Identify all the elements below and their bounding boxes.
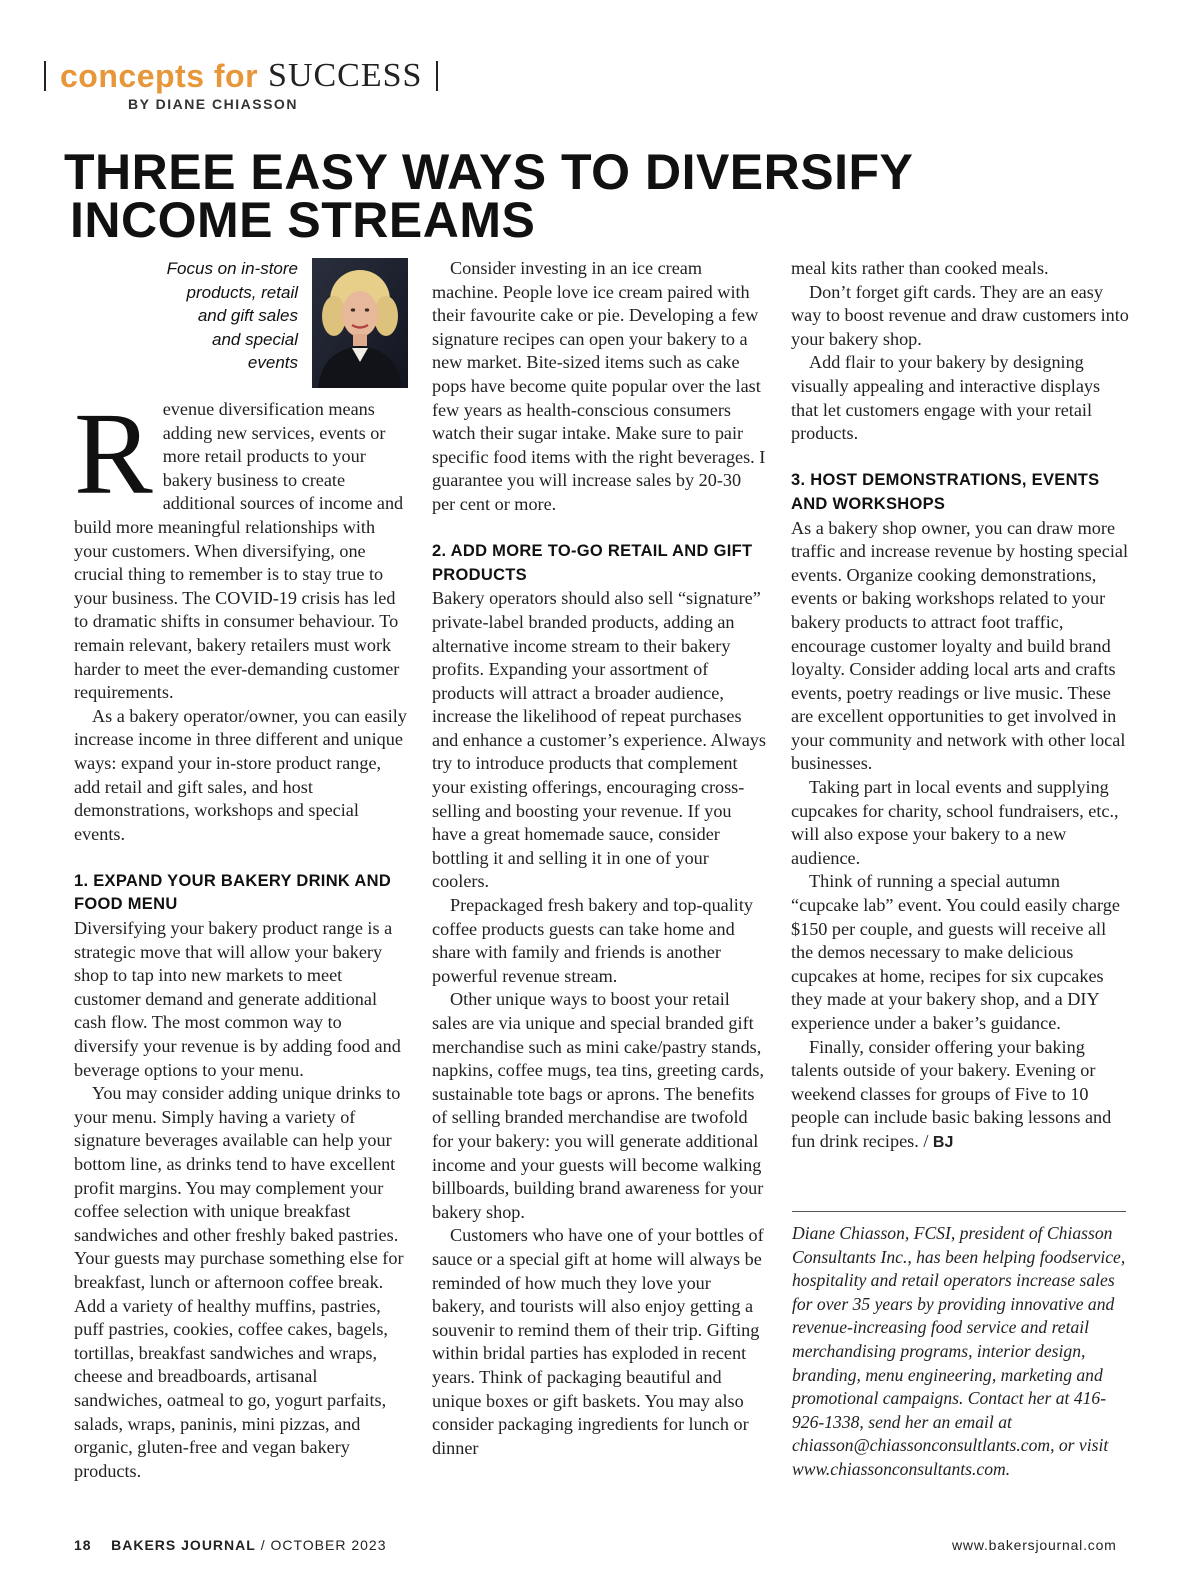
issue-date: / OCTOBER 2023 xyxy=(260,1537,387,1553)
section-spacer xyxy=(432,517,768,541)
kicker-left-rule xyxy=(44,61,46,91)
section-kicker xyxy=(44,56,438,96)
body-paragraph: Diversifying your bakery product range is a strategic move that will allow your bakery shop to tap into new markets to meet customer demand and generate additional cash flow. The most common way to diversify your revenue is by adding food and beverage options to your menu. xyxy=(74,918,401,1080)
deck-line: and special xyxy=(211,329,298,349)
headline-line-1: THREE EASY WAYS TO DIVERSIFY xyxy=(64,144,914,200)
article-deck xyxy=(130,257,298,375)
deck-line: and gift sales xyxy=(197,306,298,326)
kicker-concepts-for: concepts for xyxy=(60,57,259,94)
article-headline xyxy=(64,144,1144,248)
body-paragraph: As a bakery operator/owner, you can easily increase income in three different and unique ways: expand your in-store product range, add retail and gift sales, and host demonstrations, workshops and special events. xyxy=(74,705,407,844)
publication-name: BAKERS JOURNAL xyxy=(111,1537,256,1553)
author-portrait-icon xyxy=(312,258,408,388)
deck-line: products, retail xyxy=(186,282,298,302)
closing-paragraph xyxy=(791,1036,1129,1155)
bio-divider xyxy=(792,1211,1126,1212)
body-paragraph: You may consider adding unique drinks to your menu. Simply having a variety of signature beverages available can help your bottom line, as drinks tend to have excellent profit margins. You may complement your coffee selection with unique breakfast sandwiches and other freshly baked pastries. Your guests may purchase something else for breakfast, lunch or afternoon coffee break. Add a variety of healthy muffins, pastries, puff pastries, cookies, coffee cakes, bagels, tortillas, breakfast sandwiches and wraps, cheese and breadboards, artisanal sandwiches, oatmeal to go, yogurt parfaits, salads, wraps, paninis, mini pizzas, and organic, gluten-free and vegan bakery products. xyxy=(74,1083,404,1481)
website-url[interactable]: www.bakersjournal.com xyxy=(952,1537,1117,1553)
body-paragraph: Think of running a special autumn “cupcake lab” event. You could easily charge $150 per couple, and guests will receive all the demos necessary to make delicious cupcakes at home, recipes for six cupcakes they made at your bakery shop, and a DIY experience under a baker’s guidance. xyxy=(791,871,1120,1033)
article-column-3 xyxy=(791,257,1129,1155)
body-paragraph: Customers who have one of your bottles of sauce or a special gift at home will always be reminded of how much they love your bakery, and tourists will also enjoy getting a souvenir to remind them of their trip. Gifting within bridal parties has exploded in recent years. Think of packaging beautiful and unique boxes or gift baskets. You may also consider packaging ingredients for lunch or dinner xyxy=(432,1225,764,1458)
kicker-right-rule xyxy=(436,61,438,91)
body-paragraph: Add flair to your bakery by designing visually appealing and interactive displays that let customers engage with your retail products. xyxy=(791,352,1101,444)
body-paragraph: Other unique ways to boost your retail sales are via unique and special branded gift merchandise such as mini cake/pastry stands, napkins, coffee mugs, tea tins, greeting cards, sustainable tote bags or aprons. The benefits of selling branded merchandise are twofold for your bakery: you will generate additional income and your guests will become walking billboards, building brand awareness for your bakery shop. xyxy=(432,989,764,1222)
section-heading-1: 1. EXPAND YOUR BAKERY DRINK AND FOOD MENU xyxy=(74,871,392,914)
page-footer-left xyxy=(74,1537,387,1553)
article-column-1 xyxy=(74,388,410,1483)
drop-cap: R xyxy=(74,388,153,519)
body-paragraph: As a bakery shop owner, you can draw more traffic and increase revenue by hosting special events. Organize cooking demonstrations, events or baking workshops related to your bakery products to attract foot traffic, encourage customer loyalty and build brand loyalty. Consider adding local arts and crafts events, poetry readings or live music. These are excellent opportunities to get involved in your community and network with other local businesses. xyxy=(791,517,1129,774)
article-column-2 xyxy=(432,257,768,1460)
page-number: 18 xyxy=(74,1537,92,1553)
section-heading-3: 3. HOST DEMONSTRATIONS, EVENTS AND WORKSHOPS xyxy=(791,471,1100,513)
section-heading-2: 2. ADD MORE TO-GO RETAIL AND GIFT PRODUCTS xyxy=(432,542,753,584)
body-paragraph: Prepackaged fresh bakery and top-quality coffee products guests can take home and share with family and friends is another powerful revenue stream. xyxy=(432,895,754,986)
closing-text: Finally, consider offering your baking talents outside of your bakery. Evening or weekend classes for groups of Five to 10 people can include basic baking lessons and fun drink recipes. / xyxy=(791,1036,1112,1151)
section-spacer xyxy=(791,446,1129,470)
author-bio: Diane Chiasson, FCSI, president of Chiasson Consultants Inc., has been helping foodservice, hospitality and retail operators increase sales for over 35 years by providing innovative and revenue-increasing food service and retail merchandising programs, interior design, branding, menu engineering, marketing and promotional campaigns. Contact her at 416-926-1338, send her an email at chiasson@chiassonconsultlants.com, or visit www.chiassonconsultants.com. xyxy=(792,1223,1126,1479)
kicker-success: SUCCESS xyxy=(268,57,423,94)
byline: BY DIANE CHIASSON xyxy=(128,96,298,112)
intro-paragraph xyxy=(74,388,410,705)
headline-line-2: INCOME STREAMS xyxy=(70,192,536,248)
body-paragraph: Bakery operators should also sell “signature” private-label branded products, adding an alternative income stream to their bakery profits. Expanding your assortment of products will attract a broader audience, increase the likelihood of repeat purchases and enhance a customer’s experience. Always try to introduce products that complement your existing offerings, encouraging cross-selling and boosting your revenue. If you have a great homemade sauce, consider bottling it and selling it in one of your coolers. xyxy=(432,588,766,892)
body-paragraph: meal kits rather than cooked meals. xyxy=(791,258,1049,278)
intro-text: evenue diversification means adding new services, events or more retail products to your bakery business to create additional sources of income and build more meaningful relationships with your customers. When diversifying, one crucial thing to remember is to stay true to your business. The COVID-19 crisis has led to dramatic shifts in consumer behaviour. To remain relevant, bakery retailers must work harder to meet the ever-demanding customer requirements. xyxy=(74,399,404,703)
body-paragraph: Don’t forget gift cards. They are an easy way to boost revenue and draw customers into your bakery shop. xyxy=(791,281,1129,349)
signoff-mark: BJ xyxy=(932,1133,954,1151)
deck-line: Focus on in-store xyxy=(166,259,298,278)
section-spacer xyxy=(74,846,410,870)
body-paragraph: Consider investing in an ice cream machine. People love ice cream paired with their favourite cake or pie. Developing a few signature recipes can open your bakery to a new market. Bite-sized items such as cake pops have become quite popular over the last few years as health-conscious consumers watch their sugar intake. Make sure to pair specific food items with the right beverages. I guarantee you will increase sales by 20-30 per cent or more. xyxy=(432,258,766,514)
body-paragraph: Taking part in local events and supplying cupcakes for charity, school fundraisers, etc., will also expose your bakery to a new audience. xyxy=(791,777,1119,868)
deck-line: events xyxy=(247,353,298,373)
